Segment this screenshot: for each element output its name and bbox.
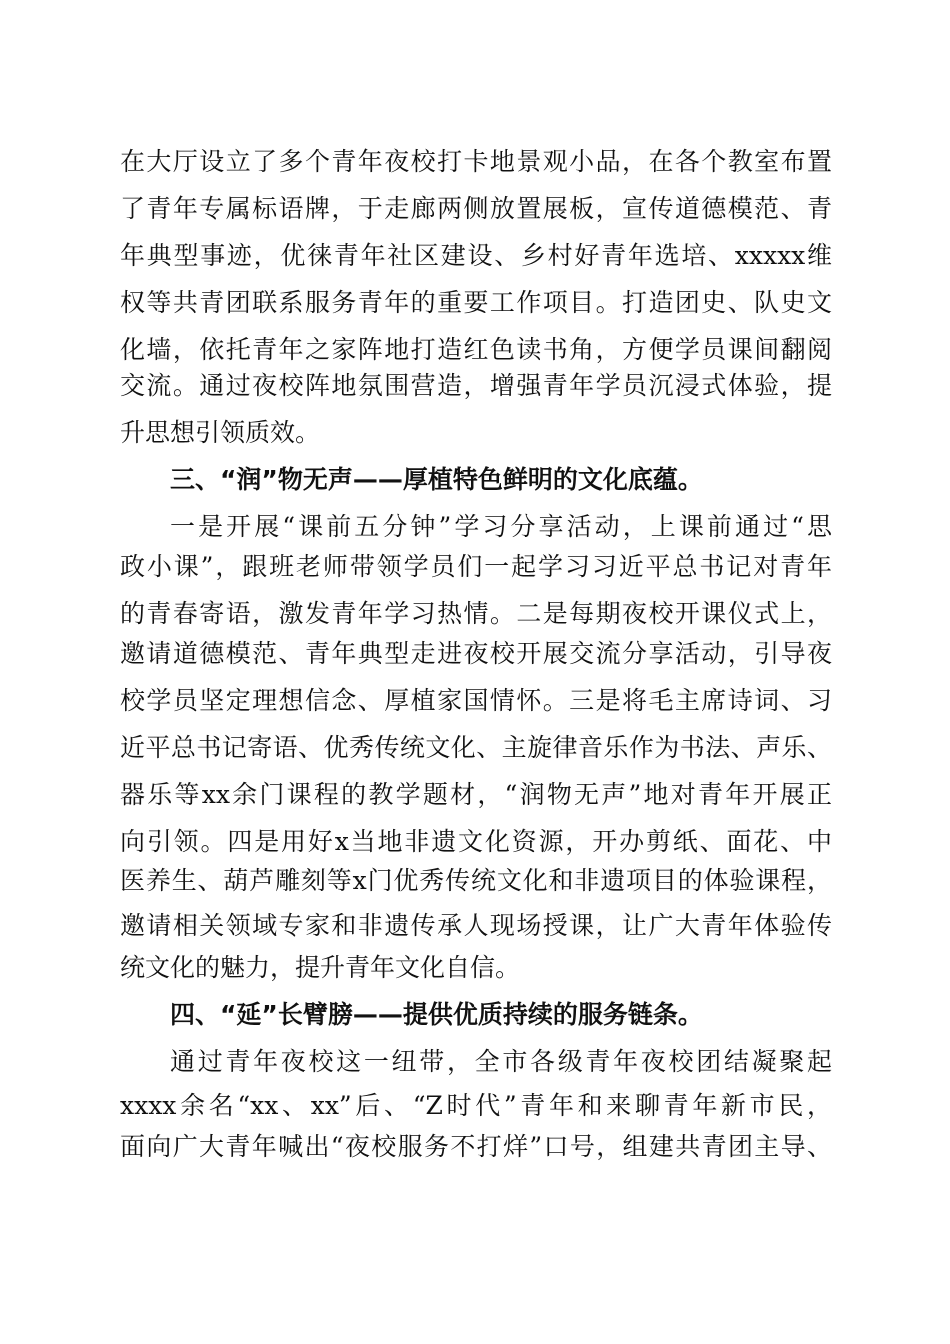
paragraph-2-line-6: 近平总书记寄语、优秀传统文化、主旋律音乐作为书法、声乐、 [120, 733, 832, 762]
paragraph-2-line-5: 校学员坚定理想信念、厚植家国情怀。三是将毛主席诗词、习 [120, 686, 832, 715]
section-heading-4: 四、“延”长臂膀——提供优质持续的服务链条。 [170, 1000, 703, 1029]
section-heading-3: 三、“润”物无声——厚植特色鲜明的文化底蕴。 [170, 465, 703, 494]
paragraph-1-line-5: 化墙，依托青年之家阵地打造红色读书角，方便学员课间翻阅 [120, 335, 832, 364]
paragraph-2-line-11: 统文化的魅力，提升青年文化自信。 [120, 953, 521, 982]
paragraph-1-line-6: 交流。通过夜校阵地氛围营造，增强青年学员沉浸式体验，提 [120, 371, 832, 400]
paragraph-1-line-3: 年典型事迹，优徕青年社区建设、乡村好青年选培、xxxxx维 [120, 241, 832, 270]
paragraph-2-line-3: 的青春寄语，激发青年学习热情。二是每期夜校开课仪式上， [120, 599, 832, 628]
paragraph-2-line-9: 医养生、葫芦雕刻等x门优秀传统文化和非遗项目的体验课程， [120, 866, 832, 895]
paragraph-3-line-1: 通过青年夜校这一纽带，全市各级青年夜校团结凝聚起 [170, 1047, 832, 1076]
paragraph-2-line-10: 邀请相关领域专家和非遗传承人现场授课，让广大青年体验传 [120, 911, 832, 940]
paragraph-2-line-7: 器乐等xx余门课程的教学题材，“润物无声”地对青年开展正 [120, 780, 832, 809]
paragraph-2-line-4: 邀请道德模范、青年典型走进夜校开展交流分享活动，引导夜 [120, 639, 832, 668]
paragraph-2-line-2: 政小课”，跟班老师带领学员们一起学习习近平总书记对青年 [120, 552, 832, 581]
paragraph-3-line-3: 面向广大青年喊出“夜校服务不打烊”口号，组建共青团主导、 [120, 1132, 832, 1161]
paragraph-1-line-1: 在大厅设立了多个青年夜校打卡地景观小品，在各个教室布置 [120, 147, 832, 176]
paragraph-1-line-4: 权等共青团联系服务青年的重要工作项目。打造团史、队史文 [120, 288, 832, 317]
paragraph-2-line-8: 向引领。四是用好x当地非遗文化资源，开办剪纸、面花、中 [120, 827, 832, 856]
paragraph-3-line-2: xxxx余名“xx、xx”后、“Z时代”青年和来聊青年新市民， [120, 1091, 832, 1120]
paragraph-1-line-2: 了青年专属标语牌，于走廊两侧放置展板，宣传道德模范、青 [120, 194, 832, 223]
paragraph-1-line-7: 升思想引领质效。 [120, 418, 321, 447]
paragraph-2-line-1: 一是开展“课前五分钟”学习分享活动，上课前通过“思 [170, 512, 832, 541]
